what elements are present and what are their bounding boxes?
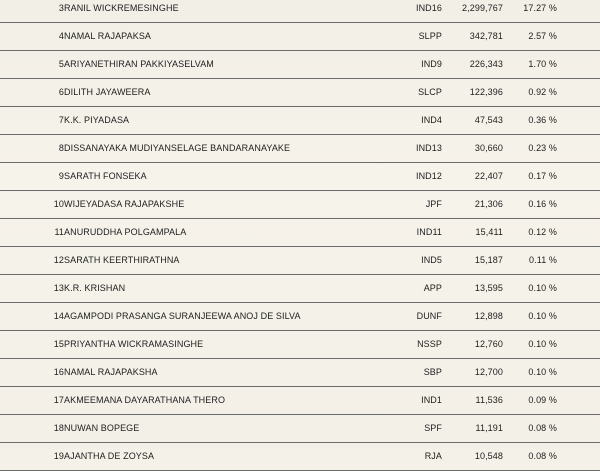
table-row	[0, 191, 600, 219]
candidate-number: 19	[53, 451, 64, 461]
table-row	[0, 23, 600, 51]
vote-count: 15,187	[474, 255, 503, 265]
party-code: IND12	[415, 171, 442, 181]
candidate-name: RANIL WICKREMESINGHE	[64, 3, 179, 13]
candidate-number: 7	[58, 115, 64, 125]
vote-percentage: 0.23 %	[528, 143, 557, 153]
vote-count: 12,760	[474, 339, 503, 349]
vote-percentage: 0.16 %	[528, 199, 557, 209]
candidate-name: WIJEYADASA RAJAPAKSHE	[64, 199, 185, 209]
candidate-number: 13	[53, 283, 64, 293]
vote-count: 10,548	[474, 451, 503, 461]
candidate-name: ARIYANETHIRAN PAKKIYASELVAM	[64, 59, 214, 69]
party-code: SLPP	[418, 31, 442, 41]
candidate-name: NAMAL RAJAPAKSHA	[64, 367, 158, 377]
vote-percentage: 17.27 %	[523, 3, 557, 13]
candidate-name: AGAMPODI PRASANGA SURANJEEWA ANOJ DE SILVA	[64, 311, 301, 321]
table-row	[0, 219, 600, 247]
candidate-number: 12	[53, 255, 64, 265]
candidate-name: DISSANAYAKA MUDIYANSELAGE BANDARANAYAKE	[64, 143, 291, 153]
vote-percentage: 1.70 %	[528, 59, 557, 69]
party-code: JPF	[425, 199, 442, 209]
vote-count: 21,306	[474, 199, 503, 209]
table-row	[0, 415, 600, 443]
vote-count: 15,411	[475, 227, 503, 237]
party-code: SLCP	[418, 87, 442, 97]
vote-percentage: 0.10 %	[528, 339, 557, 349]
candidate-name: AKMEEMANA DAYARATHANA THERO	[64, 395, 226, 405]
candidate-name: PRIYANTHA WICKRAMASINGHE	[64, 339, 204, 349]
vote-count: 122,396	[469, 87, 503, 97]
candidate-name: SARATH KEERTHIRATHNA	[64, 255, 180, 265]
party-code: RJA	[424, 451, 442, 461]
table-row	[0, 107, 600, 135]
party-code: SPF	[424, 423, 442, 433]
vote-count: 12,700	[474, 367, 503, 377]
candidate-number: 15	[53, 339, 64, 349]
candidate-number: 8	[58, 143, 64, 153]
party-code: IND1	[421, 395, 442, 405]
vote-count: 342,781	[469, 31, 503, 41]
candidate-name: NAMAL RAJAPAKSA	[64, 31, 152, 41]
candidate-number: 11	[54, 227, 64, 237]
vote-count: 2,299,767	[462, 3, 503, 13]
table-row	[0, 275, 600, 303]
vote-count: 22,407	[474, 171, 503, 181]
vote-count: 13,595	[474, 283, 503, 293]
candidate-name: K.R. KRISHAN	[64, 283, 126, 293]
candidate-name: AJANTHA DE ZOYSA	[64, 451, 155, 461]
party-code: APP	[423, 283, 442, 293]
party-code: SBP	[423, 367, 442, 377]
vote-percentage: 0.36 %	[528, 115, 557, 125]
party-code: IND4	[421, 115, 442, 125]
vote-count: 11,191	[475, 423, 503, 433]
candidate-name: SARATH FONSEKA	[64, 171, 147, 181]
table-row	[0, 163, 600, 191]
vote-percentage: 0.11 %	[529, 255, 557, 265]
vote-count: 11,536	[475, 395, 503, 405]
vote-percentage: 0.09 %	[528, 395, 557, 405]
party-code: IND5	[421, 255, 442, 265]
vote-percentage: 0.08 %	[528, 423, 557, 433]
candidate-number: 5	[58, 59, 64, 69]
candidate-name: ANURUDDHA POLGAMPALA	[64, 227, 187, 237]
candidate-number: 3	[58, 3, 64, 13]
candidate-name: DILITH JAYAWEERA	[64, 87, 151, 97]
table-row	[0, 443, 600, 471]
candidate-number: 4	[58, 31, 64, 41]
vote-percentage: 0.10 %	[528, 311, 557, 321]
table-row	[0, 331, 600, 359]
vote-percentage: 0.08 %	[528, 451, 557, 461]
table-row	[0, 79, 600, 107]
vote-count: 30,660	[474, 143, 503, 153]
vote-percentage: 0.17 %	[528, 171, 557, 181]
candidate-number: 17	[53, 395, 64, 405]
party-code: DUNF	[416, 311, 442, 321]
candidate-name: NUWAN BOPEGE	[64, 423, 140, 433]
candidate-number: 6	[58, 87, 64, 97]
candidate-number: 16	[53, 367, 64, 377]
candidate-name: K.K. PIYADASA	[64, 115, 130, 125]
table-row	[0, 51, 600, 79]
vote-percentage: 0.12 %	[528, 227, 557, 237]
party-code: IND13	[415, 143, 442, 153]
candidate-number: 18	[53, 423, 64, 433]
vote-count: 226,343	[469, 59, 503, 69]
party-code: IND16	[415, 3, 442, 13]
candidate-number: 10	[53, 199, 64, 209]
vote-percentage: 0.10 %	[528, 367, 557, 377]
candidate-number: 14	[53, 311, 64, 321]
table-row	[0, 359, 600, 387]
vote-percentage: 0.92 %	[528, 87, 557, 97]
candidate-number: 9	[58, 171, 64, 181]
party-code: IND11	[416, 227, 442, 237]
table-row	[0, 0, 600, 23]
party-code: NSSP	[417, 339, 442, 349]
table-row	[0, 303, 600, 331]
vote-count: 47,543	[474, 115, 503, 125]
table-row	[0, 387, 600, 415]
vote-percentage: 0.10 %	[528, 283, 557, 293]
table-row	[0, 247, 600, 275]
vote-percentage: 2.57 %	[528, 31, 557, 41]
party-code: IND9	[421, 59, 442, 69]
vote-count: 12,898	[474, 311, 503, 321]
table-row	[0, 135, 600, 163]
